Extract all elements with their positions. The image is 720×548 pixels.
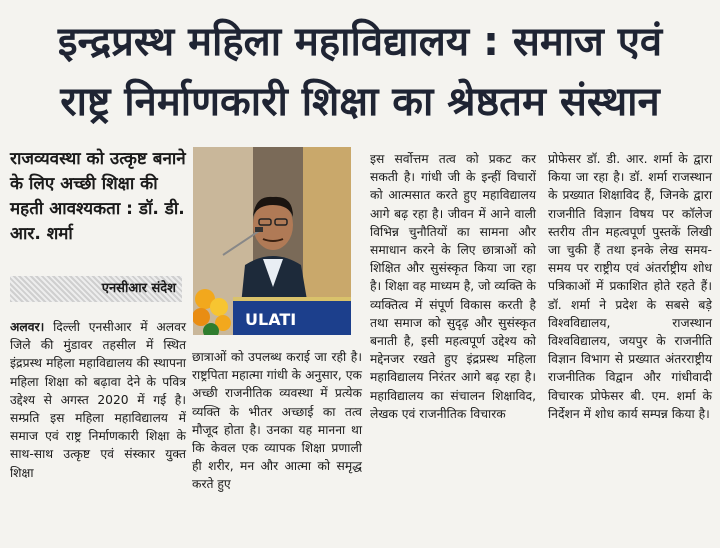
column-1-text: दिल्ली एनसीआर में अलवर जिले की मुंडावर तहसील में स्थित इंद्रप्रस्थ महिला महाविद्यालय की स्थापना महिला शिक्षा को बढ़ावा देने के पवित्र उद्देश्य से अगस्त 2020 में गई है। सम्प्रति इस महिला महाविद्यालय में समाज एवं राष्ट्र निर्माणकारी शिक्षा के साथ-साथ उत्कृष्ट एवं संस्कार युक्त शिक्षा bbox=[10, 320, 186, 480]
column-4-text: प्रोफेसर डॉ. डी. आर. शर्मा के द्वारा किया जा रहा है। डॉ. शर्मा राजस्थान के प्रख्यात शिक्षाविद हैं, जिनके द्वारा राजनीति विज्ञान विषय पर कॉलेज स्तरीय तीन महत्वपूर्ण पुस्तकें लिखी जा चुकी हैं तथा इनके लेख समय-समय पर राष्ट्रीय एवं अंतर्राष्ट्रीय शोध पत्रिकाओं में प्रकाशित होते रहते हैं। डॉ. शर्मा ने प्रदेश के सबसे बड़े विश्वविद्यालय, राजस्थान विश्वविद्यालय, जयपुर के राजनीति विज्ञान विभाग से प्रख्यात अंतरराष्ट्रीय राजनीतिक विद्वान और गांधीवादी विचारक प्रोफेसर बी. एम. शर्मा के निर्देशन में शोध कार्य सम्पन्न किया है। bbox=[548, 152, 712, 421]
speaker-illustration bbox=[193, 147, 351, 335]
article-column-2 bbox=[192, 348, 362, 494]
headline bbox=[0, 0, 720, 140]
headline-line-2: राष्ट्र निर्माणकारी शिक्षा का श्रेष्ठतम संस्थान bbox=[60, 79, 660, 125]
article-column-3 bbox=[370, 150, 536, 423]
subheadline: राजव्यवस्था को उत्कृष्ट बनाने के लिए अच्छी शिक्षा की महती आवश्यकता : डॉ. डी. आर. शर्मा bbox=[10, 149, 186, 244]
article-column-4 bbox=[548, 150, 712, 423]
podium-text: ULATI bbox=[245, 310, 297, 329]
dateline: अलवर। bbox=[10, 320, 45, 334]
article-column-1 bbox=[10, 318, 186, 482]
headline-line-1: इन्द्रप्रस्थ महिला महाविद्यालय : समाज एवं bbox=[57, 19, 663, 65]
speaker-photo bbox=[193, 147, 351, 335]
column-3-text: इस सर्वोत्तम तत्व को प्रकट कर सकती है। गांधी जी के इन्हीं विचारों को आत्मसात करते हुए महाविद्यालय आगे बढ़ रहा है। जीवन में आने वाली विभिन्न चुनौतियों का सामना और समाधान करने के लिए छात्राओं को शिक्षित और सुसंस्कृत किया जा रहा है। शिक्षा वह माध्यम है, जो व्यक्ति के व्यक्तित्व में संपूर्ण विकास करती है तथा समाज को सुदृढ़ और सुसंस्कृत बनाती है, इसी महत्वपूर्ण उद्देश्य को मद्देनजर रखते हुए इंद्रप्रस्थ महिला महाविद्यालय निरंतर आगे बढ़ रहा है। महाविद्यालय का संचालन शिक्षाविद, लेखक एवं राजनीतिक विचारक bbox=[370, 152, 536, 421]
column-2-text: छात्राओं को उपलब्ध कराई जा रही है। राष्ट्रपिता महात्मा गांधी के अनुसार, एक अच्छी राजनीतिक व्यवस्था में प्रत्येक व्यक्ति के भीतर अच्छाई का तत्व मौजूद होता है। उनका यह मानना था कि केवल एक व्यापक शिक्षा प्रणाली ही शरीर, मन और आत्मा को समृद्ध करते हुए bbox=[192, 350, 362, 492]
byline: एनसीआर संदेश bbox=[10, 276, 182, 302]
